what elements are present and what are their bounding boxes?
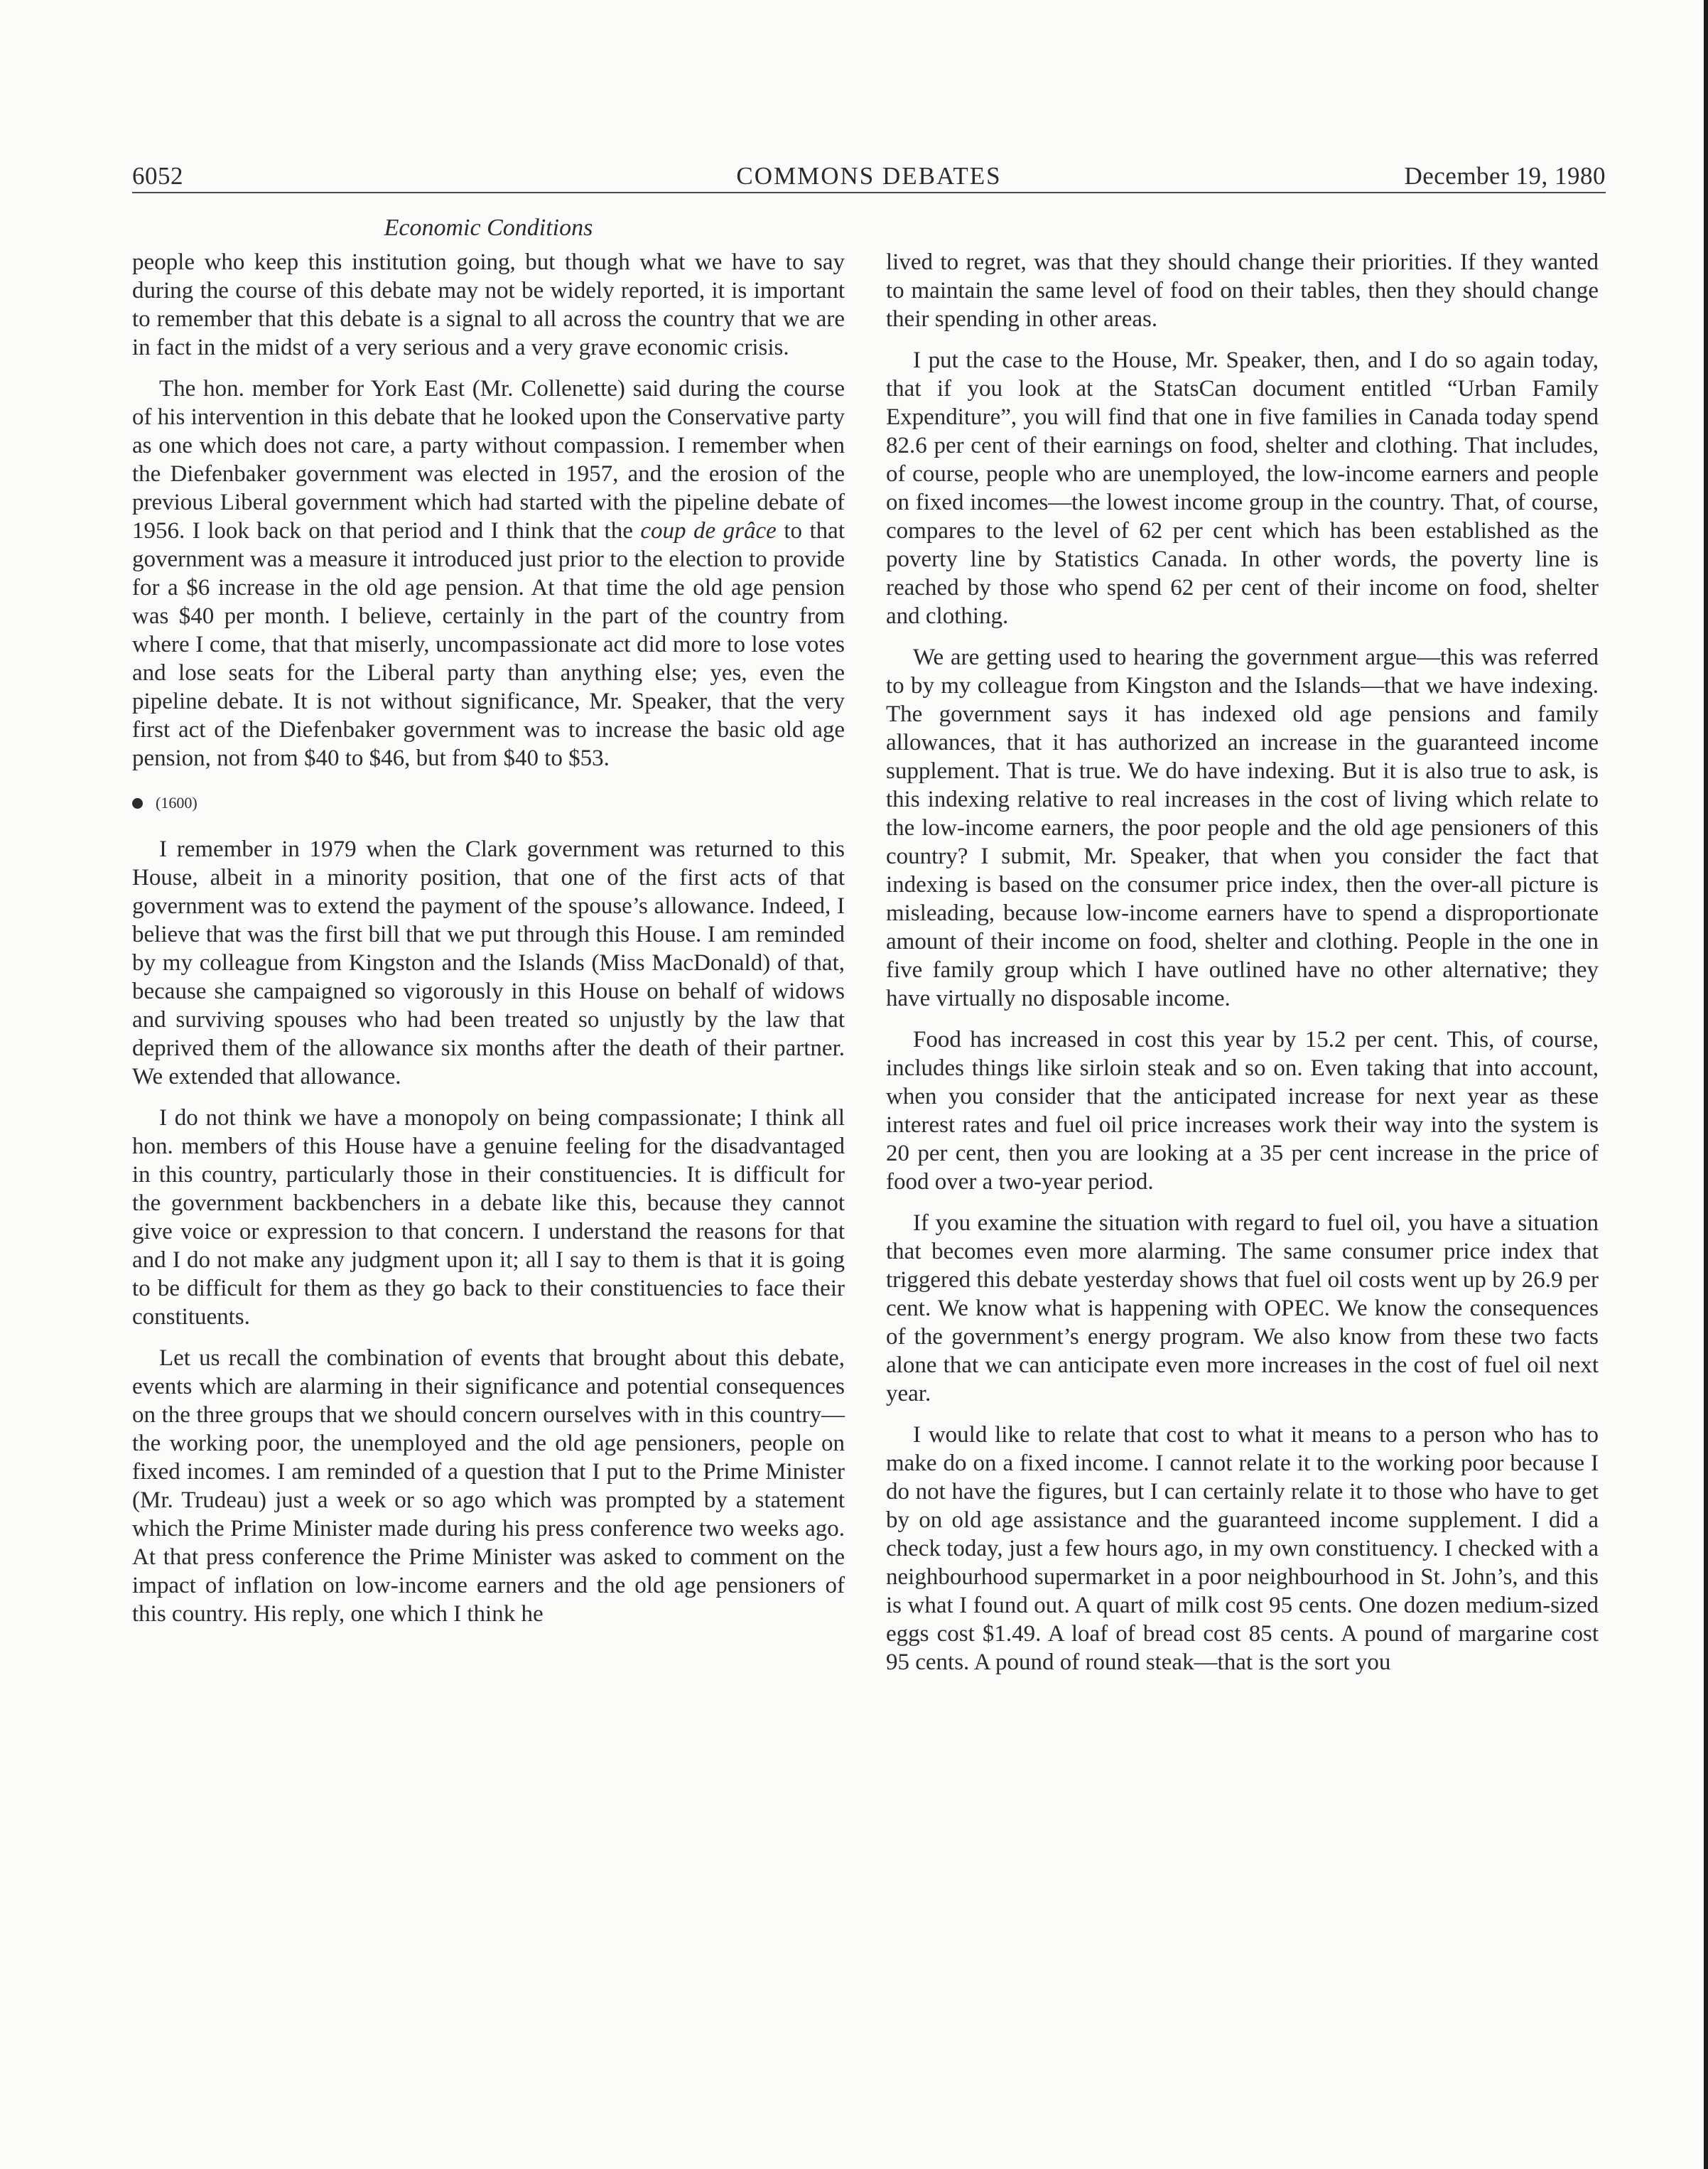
publication-date: December 19, 1980 (1404, 162, 1606, 190)
page-number: 6052 (132, 162, 183, 190)
scan-edge (1704, 0, 1708, 2169)
paragraph: Food has increased in cost this year by 15.2 per cent. This, of course, includes things like sirloin steak and so on. Even taking that into account, when you consider that the anticipated increase for next year as these interest rates and fuel oil price increases work their way into the system is 20 per cent, then you are looking at a 35 per cent increase in the price of food over a two-year period. (886, 1027, 1599, 1195)
time-marker (132, 792, 845, 814)
page-header (132, 158, 1606, 193)
paragraph: If you examine the situation with regard to fuel oil, you have a situation that becomes even more alarming. The same consumer price index that triggered this debate yesterday shows that fuel oil costs went up by 26.9 per cent. We know what is happening with OPEC. We know the consequences of the government’s energy program. We also know from these two facts alone that we can anticipate even more increases in the cost of fuel oil next year. (886, 1210, 1599, 1406)
paragraph: I remember in 1979 when the Clark government was returned to this House, albeit in a minority position, that one of the first acts of that government was to extend the payment of the spouse’s allowance. Indeed, I believe that was the first bill that we put through this House. I am reminded by my colleague from Kingston and the Islands (Miss MacDonald) of that, because she campaigned so vigorously in this House on behalf of widows and surviving spouses who had been treated so unjustly by the law that deprived them of the allowance six months after the death of their partner. We extended that allowance. (132, 836, 845, 1089)
bullet-dot-icon (132, 798, 143, 809)
paragraph: Let us recall the combination of events that brought about this debate, events which are alarming in their significance and potential consequences on the three groups that we should concern ourselves with in this country—the working poor, the unemployed and the old age pensioners, people on fixed incomes. I am reminded of a question that I put to the Prime Minister (Mr. Trudeau) just a week or so ago which was prompted by a statement which the Prime Minister made during his press conference two weeks ago. At that press conference the Prime Minister was asked to comment on the impact of inflation on low-income earners and the old age pensioners of this country. His reply, one which I think he (132, 1345, 845, 1627)
right-column (886, 248, 1599, 1689)
italic-phrase: coup de grâce (640, 518, 777, 544)
publication-title: COMMONS DEBATES (736, 162, 1002, 190)
paragraph: We are getting used to hearing the government argue—this was referred to by my colleague from Kingston and the Islands—that we have indexing. The government says it has indexed old age pensions and family allowances, that it has authorized an increase in the guaranteed income supplement. That is true. We do have indexing. But it is also true to ask, is this indexing relative to real increases in the cost of living which relate to the low-income earners, the poor people and the old age pensioners of this country? I submit, Mr. Speaker, that when you consider the fact that indexing is based on the consumer price index, then the over-all picture is misleading, because low-income earners have to spend a disproportionate amount of their income on food, shelter and clothing. People in the one in five family group which I have outlined have no other alternative; they have virtually no disposable income. (886, 645, 1599, 1011)
section-title: Economic Conditions (384, 215, 593, 241)
left-column (132, 248, 845, 1641)
paragraph: people who keep this institution going, but though what we have to say during the course of this debate may not be widely reported, it is important to remember that this debate is a signal to all across the country that we are in fact in the midst of a very serious and a very grave economic crisis. (132, 249, 845, 360)
paragraph: I do not think we have a monopoly on being compassionate; I think all hon. members of this House have a genuine feeling for the disadvantaged in this country, particularly those in their constituencies. It is difficult for the government backbenchers in a debate like this, because they cannot give voice or expression to that concern. I understand the reasons for that and I do not make any judgment upon it; all I say to them is that it is going to be difficult for them as they go back to their constituencies to face their constituents. (132, 1105, 845, 1330)
paragraph: lived to regret, was that they should change their priorities. If they wanted to maintain the same level of food on their tables, then they should change their spending in other areas. (886, 249, 1599, 332)
paragraph: I would like to relate that cost to what it means to a person who has to make do on a fixed income. I cannot relate it to the working poor because I do not have the figures, but I can certainly relate it to those who have to get by on old age assistance and the guaranteed income supplement. I did a check today, just a few hours ago, in my own constituency. I checked with a neighbourhood supermarket in a poor neighbourhood in St. John’s, and this is what I found out. A quart of milk cost 95 cents. One dozen medium-sized eggs cost $1.49. A loaf of bread cost 85 cents. A pound of margarine cost 95 cents. A pound of round steak—that is the sort you (886, 1422, 1599, 1675)
time-marker-label: (1600) (156, 794, 198, 812)
paragraph: I put the case to the House, Mr. Speaker, then, and I do so again today, that if you look at the StatsCan document entitled “Urban Family Expenditure”, you will find that one in five families in Canada today spend 82.6 per cent of their earnings on food, shelter and clothing. That includes, of course, people who are unemployed, the low-income earners and people on fixed incomes—the lowest income group in the country. That, of course, compares to the level of 62 per cent which has been established as the poverty line by Statistics Canada. In other words, the poverty line is reached by those who spend 62 per cent of their income on food, shelter and clothing. (886, 348, 1599, 629)
header-rule (132, 192, 1606, 193)
paragraph: The hon. member for York East (Mr. Collenette) said during the course of his intervention in this debate that he looked upon the Conservative party as one which does not care, a party without compassion. I remember when the Diefenbaker government was elected in 1957, and the erosion of the previous Liberal government which had started with the pipeline debate of 1956. I look back on that period and I think that the coup de grâce to that government was a measure it introduced just prior to the election to provide for a $6 increase in the old age pension. At that time the old age pension was $40 per month. I believe, certainly in the part of the country from where I come, that that miserly, uncompassionate act did more to lose votes and lose seats for the Liberal party than anything else; yes, even the pipeline debate. It is not without significance, Mr. Speaker, that the very first act of the Diefenbaker government was to increase the basic old age pension, not from $40 to $46, but from $40 to $53. (132, 376, 845, 771)
